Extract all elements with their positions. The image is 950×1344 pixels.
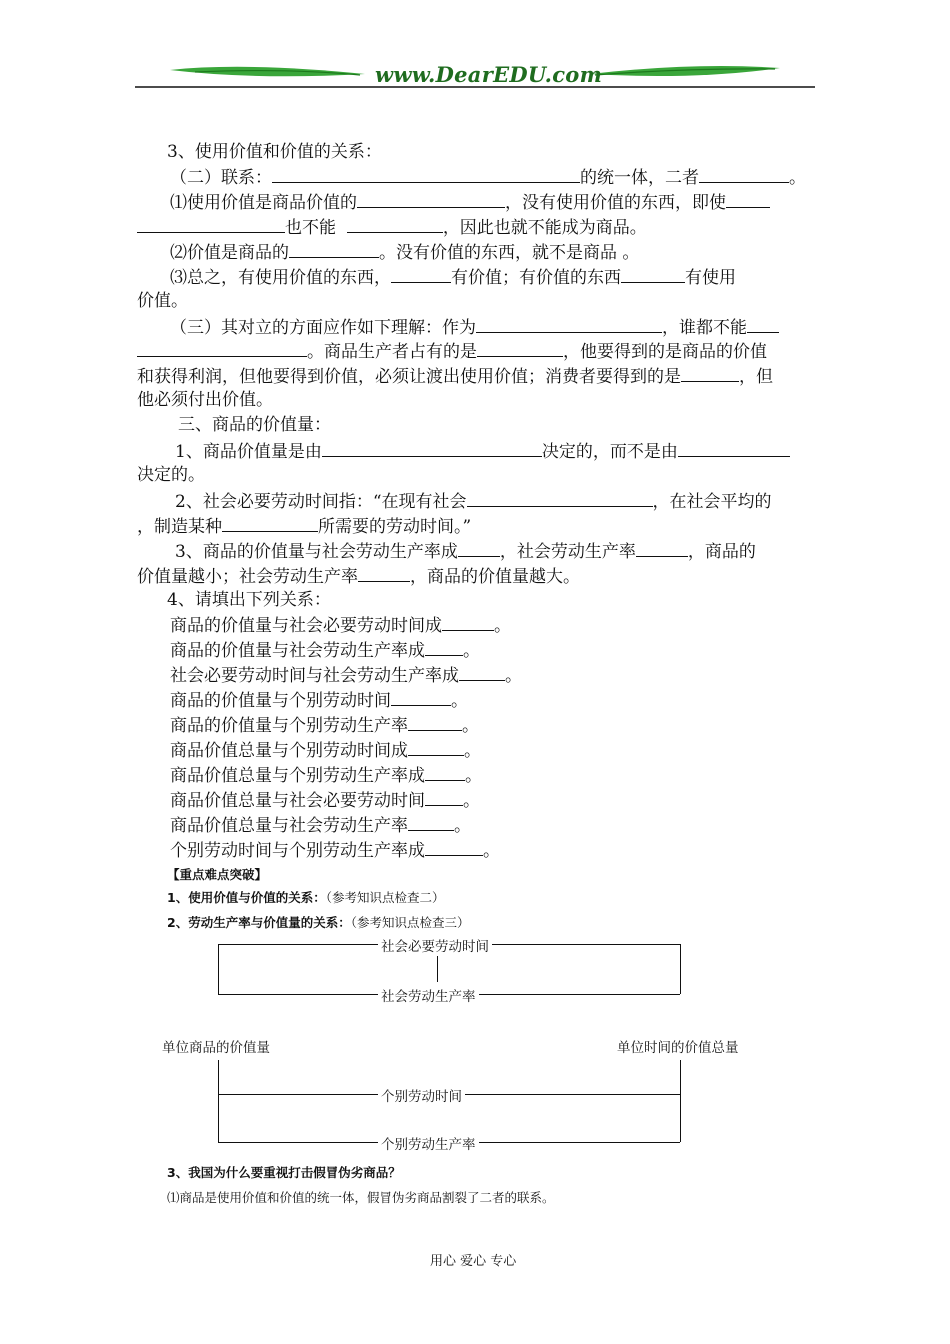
relation-item: 个别劳动时间与个别劳动生产率成 。: [170, 841, 500, 861]
key-heading: 【重点难点突破】: [167, 867, 268, 882]
k1-line: 1、使用价值与价值的关系：（参考知识点检查二）: [167, 890, 445, 905]
site-logo: www.DearEDU.com: [375, 62, 603, 87]
k3-title: 3、我国为什么要重视打击假冒伪劣商品？: [167, 1165, 401, 1180]
answer-blank[interactable]: [425, 839, 483, 856]
p3-line: ⑶总之，有使用价值的东西， 有价值；有价值的东西 有使用: [170, 268, 736, 288]
answer-blank[interactable]: [408, 814, 454, 831]
answer-blank[interactable]: [408, 714, 462, 731]
relation-item: 商品的价值量与个别劳动时间 。: [170, 691, 468, 711]
s3-3-line: （三）其对立的方面应作如下理解：作为 ，谁都不能: [170, 316, 779, 338]
s3-3-line4: 他必须付出价值。: [137, 390, 273, 410]
answer-blank[interactable]: [391, 689, 451, 706]
q2-line: 2、社会必要劳动时间指：“在现有社会 ，在社会平均的: [175, 492, 772, 512]
answer-blank[interactable]: [425, 789, 463, 806]
diagram-top-label-1: 社会必要劳动时间: [378, 935, 492, 955]
header-banner: [135, 60, 815, 92]
answer-blank[interactable]: [408, 739, 464, 756]
p3-line2: 价值。: [137, 291, 188, 311]
relation-item: 社会必要劳动时间与社会劳动生产率成 。: [170, 666, 522, 686]
diagram-top-label-2: 社会劳动生产率: [378, 985, 479, 1005]
sec3-title: 三、商品的价值量：: [178, 415, 331, 435]
answer-blank[interactable]: [459, 664, 505, 681]
relation-item: 商品价值总量与个别劳动时间成 。: [170, 741, 481, 761]
answer-blank[interactable]: [425, 764, 465, 781]
s3-2-line: （二）联系： 的统一体，二者 。: [170, 168, 806, 188]
relation-item: 商品的价值量与社会必要劳动时间成 。: [170, 616, 511, 636]
k2-line: 2、劳动生产率与价值量的关系：（参考知识点检查三）: [167, 915, 470, 930]
diagram-right-label: 单位时间的价值总量: [617, 1036, 739, 1056]
s3-3-line2: 。商品生产者占有的是 ，他要得到的是商品的价值: [137, 340, 767, 362]
relation-item: 商品价值总量与社会必要劳动时间 。: [170, 791, 480, 811]
q1-line: 1、商品价值量是由 决定的，而不是由: [175, 440, 790, 462]
diagram-bottom-label-2: 个别劳动生产率: [378, 1133, 479, 1153]
diagram-left-label: 单位商品的价值量: [162, 1036, 270, 1056]
relation-item: 商品价值总量与社会劳动生产率 。: [170, 816, 471, 836]
q3-line2: 价值量越小；社会劳动生产率 ，商品的价值量越大。: [137, 567, 580, 587]
p1-line: ⑴使用价值是商品价值的 ，没有使用价值的东西，即使: [170, 191, 770, 213]
diagram-bottom-label-1: 个别劳动时间: [378, 1085, 465, 1105]
q3-line: 3、商品的价值量与社会劳动生产率成 ，社会劳动生产率 ，商品的: [175, 542, 756, 562]
p1-line2: 也不能 ，因此也就不能成为商品。: [137, 216, 647, 238]
answer-blank[interactable]: [425, 639, 463, 656]
s3-3-line3: 和获得利润，但他要得到价值，必须让渡出使用价值；消费者要得到的是 ，但: [137, 367, 773, 387]
relation-item: 商品价值总量与个别劳动生产率成 。: [170, 766, 482, 786]
q2-line2: ，制造某种 所需要的劳动时间。”: [137, 517, 472, 537]
relation-item: 商品的价值量与个别劳动生产率 。: [170, 716, 479, 736]
relation-item: 商品的价值量与社会劳动生产率成 。: [170, 641, 480, 661]
q1-line2: 决定的。: [137, 465, 205, 485]
q4-title: 4、请填出下列关系：: [167, 590, 331, 610]
p2-line: ⑵价值是商品的 。没有价值的东西，就不是商品 。: [170, 243, 640, 263]
relations-list: [170, 614, 522, 864]
s3-title: 3、使用价值和价值的关系：: [167, 142, 382, 162]
answer-blank[interactable]: [442, 614, 494, 631]
page-footer: 用心 爱心 专心: [430, 1254, 517, 1269]
k3-p1: ⑴商品是使用价值和价值的统一体，假冒伪劣商品割裂了二者的联系。: [167, 1190, 555, 1205]
